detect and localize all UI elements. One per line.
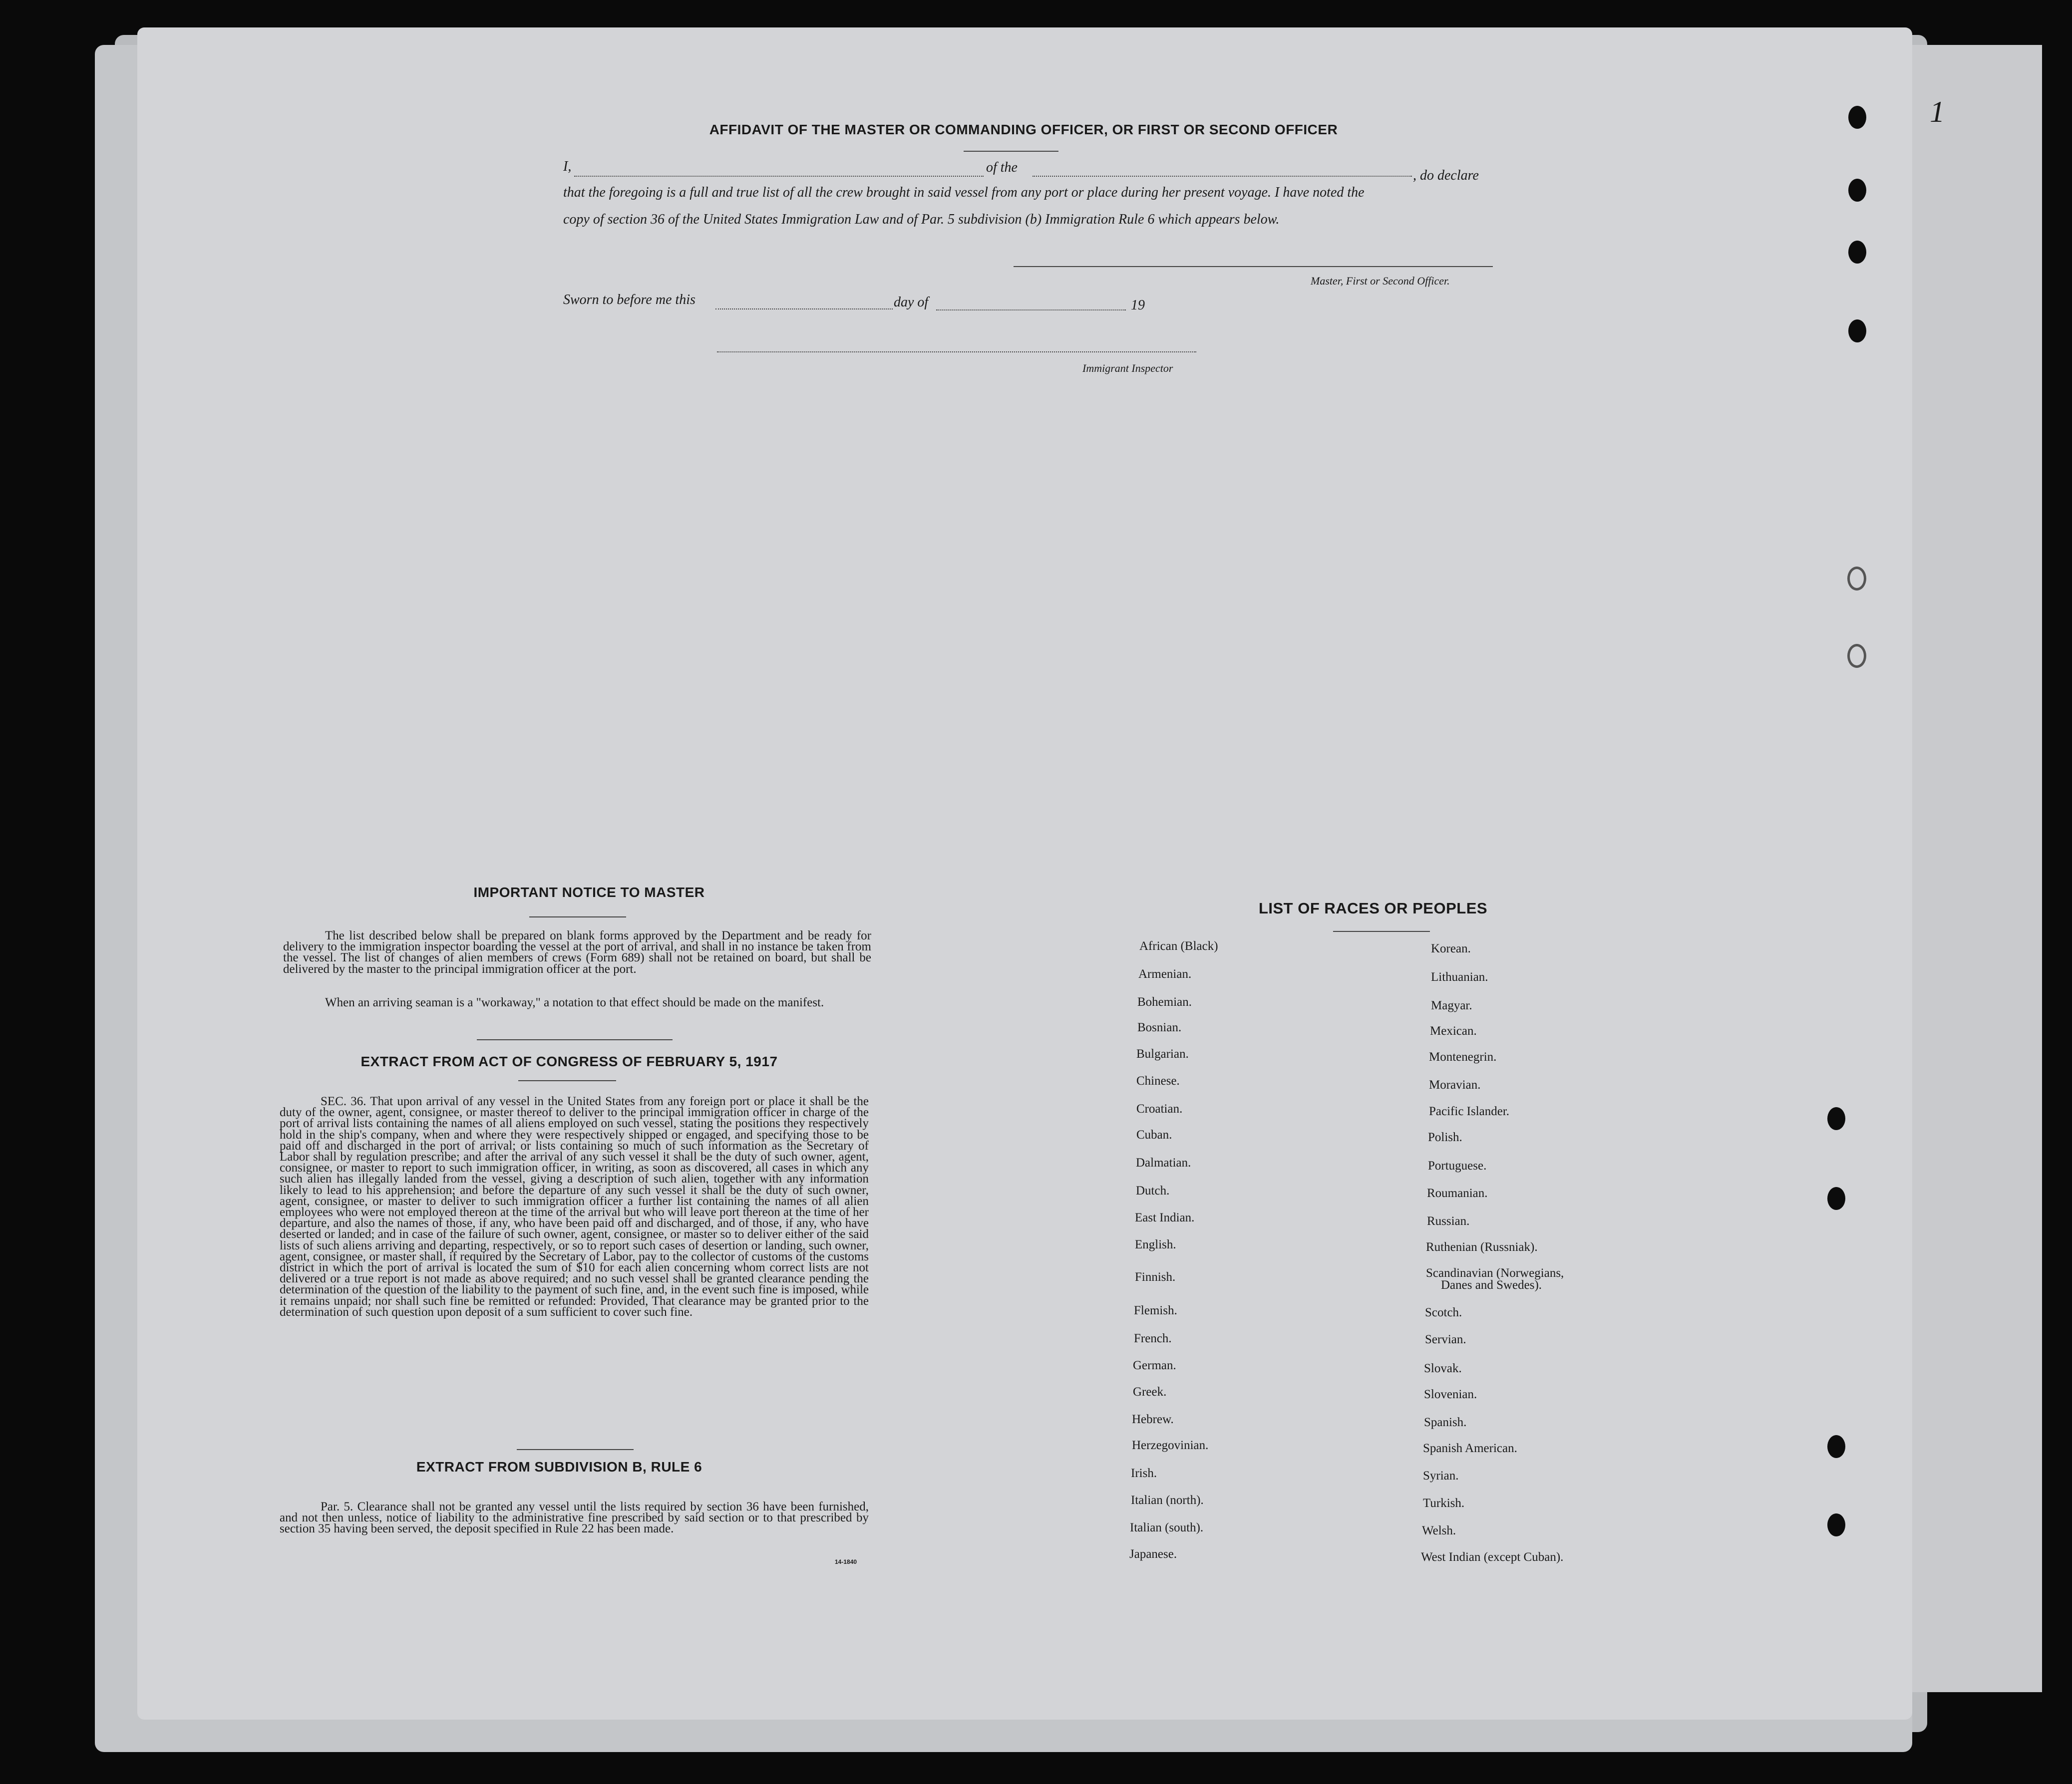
race-left-item: Bulgarian. xyxy=(1136,1047,1189,1061)
form-number: 14-1840 xyxy=(835,1558,857,1565)
race-right-item: Ruthenian (Russniak). xyxy=(1426,1240,1538,1254)
notice-title-rule xyxy=(529,916,626,917)
master-signature-line[interactable] xyxy=(1014,266,1493,267)
affidavit-of-the-label: of the xyxy=(986,160,1018,175)
race-right-item: Portuguese. xyxy=(1428,1159,1487,1173)
races-title-rule xyxy=(1333,931,1430,932)
vessel-name-field[interactable] xyxy=(1033,176,1412,177)
binder-hole-icon xyxy=(1827,1107,1845,1130)
race-left-item: English. xyxy=(1135,1238,1176,1251)
binder-hole-icon xyxy=(1827,1435,1845,1458)
inspector-signature-line[interactable] xyxy=(717,351,1196,352)
race-right-item: Pacific Islander. xyxy=(1429,1105,1510,1118)
race-right-item: Roumanian. xyxy=(1427,1187,1488,1200)
binder-hole-icon xyxy=(1827,1513,1845,1536)
race-left-item: Irish. xyxy=(1131,1467,1157,1480)
sworn-month-field[interactable] xyxy=(936,309,1126,310)
affidavit-i-label: I, xyxy=(563,159,572,174)
race-left-item: Chinese. xyxy=(1136,1074,1180,1088)
race-left-item: Armenian. xyxy=(1138,967,1192,981)
race-left-item: Japanese. xyxy=(1129,1547,1177,1561)
binder-hole-ring-icon xyxy=(1847,567,1866,591)
inspector-signature-label: Immigrant Inspector xyxy=(1082,362,1173,374)
affiant-name-field[interactable] xyxy=(574,176,984,177)
extract-rule-text: Par. 5. Clearance shall not be granted any vessel until the lists required by section 36 have been furnished, and not then unless, notice of liability to the administrative fine prescribed by said section or to that prescribed by section 35 having been served, the deposit specified in Rule 22 has been made. xyxy=(280,1500,869,1536)
race-left-item: Dalmatian. xyxy=(1136,1156,1191,1170)
extract-act-title: EXTRACT FROM ACT OF CONGRESS OF FEBRUARY 5, 1917 xyxy=(360,1054,778,1069)
race-right-item: Slovak. xyxy=(1424,1362,1462,1375)
notice-paragraph-2: When an arriving seaman is a "workaway," a notation to that effect should be made on the manifest. xyxy=(325,996,824,1009)
notice-paragraph-1: The list described below shall be prepared on blank forms approved by the Department and be ready for delivery to the immigration inspector boarding the vessel at the port of arrival, and shall in no instance be taken from the vessel. The list of changes of alien members of crews (Form 689) shall not be retained on board, but shall be delivered by the master to the principal immigration officer at the port. xyxy=(283,929,871,976)
binder-hole-icon xyxy=(1848,179,1866,202)
race-left-item: Italian (north). xyxy=(1131,1493,1204,1507)
sworn-label: Sworn to before me this xyxy=(563,292,695,307)
race-right-item: Korean. xyxy=(1431,942,1471,955)
master-signature-label: Master, First or Second Officer. xyxy=(1311,275,1450,287)
race-right-item: Scandinavian (Norwegians, xyxy=(1426,1266,1564,1280)
race-left-item: Bosnian. xyxy=(1137,1021,1182,1034)
race-left-item: Greek. xyxy=(1133,1385,1167,1399)
race-right-item: Turkish. xyxy=(1423,1496,1465,1510)
extract-rule-top-rule xyxy=(517,1449,634,1450)
adjacent-page-strip xyxy=(1907,45,2042,1692)
extract-act-text: SEC. 36. That upon arrival of any vessel in the United States from any foreign port or place it shall be the duty of the owner, agent, consignee, or master thereof to deliver to the principal immigration officer in charge of the port of arrival lists containing the names of all aliens employed on such vessel, stating the positions they respectively hold in the ship's company, when and where they were respectively shipped or engaged, and specifying those to be paid off and discharged in the port of arrival; or lists containing so much of such information as the Secretary of Labor shall by regulation prescribe; and after the arrival of any such vessel it shall be the duty of such owner, agent, consignee, or master to report to such immigration officer, in writing, as soon as discovered, all cases in which any such alien has illegally landed from the vessel, giving a description of such alien, together with any information likely to lead to his apprehension; and before the departure of any such vessel it shall be the duty of such owner, agent, consignee, or master to deliver to such immigration officer a further list containing the names of all alien employees who were not employed thereon at the time of the arrival but who will leave port thereon at the time of her departure, and also the names of those, if any, who have been paid off and discharged, and of those, if any, who have deserted or landed; and in case of the failure of such owner, agent, consignee, or master so to deliver either of the said lists of such aliens arriving and departing, respectively, or so to report such cases of desertion or landing, such owner, agent, consignee, or master shall, if required by the Secretary of Labor, pay to the collector of customs of the customs district in which the port of arrival is located the sum of $10 for each alien concerning whom correct lists are not delivered or a true report is not made as above required; and no such vessel shall be granted clearance pending the determination of the question of the liability to the payment of such fine, and, in the event such fine is imposed, while it remains unpaid; nor shall such fine be remitted or refunded: Provided, That clearance may be granted prior to the determination of such question upon deposit of a sum sufficient to cover such fine. xyxy=(280,1095,869,1319)
race-right-item-cont: Danes and Swedes). xyxy=(1441,1278,1542,1292)
affidavit-title: AFFIDAVIT OF THE MASTER OR COMMANDING OFFICER, OR FIRST OR SECOND OFFICER xyxy=(709,122,1338,137)
extract-rule-title: EXTRACT FROM SUBDIVISION B, RULE 6 xyxy=(416,1459,702,1475)
race-right-item: Mexican. xyxy=(1430,1024,1477,1038)
race-right-item: Polish. xyxy=(1428,1131,1462,1144)
affidavit-line-2: that the foregoing is a full and true list of all the crew brought in said vessel from any port or place during her present voyage. I have noted the xyxy=(563,185,1365,200)
race-left-item: Croatian. xyxy=(1136,1102,1183,1116)
notice-title: IMPORTANT NOTICE TO MASTER xyxy=(473,885,705,900)
affidavit-title-rule xyxy=(964,151,1058,152)
race-left-item: Hebrew. xyxy=(1132,1413,1174,1426)
race-right-item: Spanish American. xyxy=(1423,1442,1517,1455)
race-left-item: Cuban. xyxy=(1136,1128,1172,1142)
affidavit-do-declare: , do declare xyxy=(1413,168,1479,183)
notice-rule xyxy=(477,1039,673,1040)
race-left-item: Bohemian. xyxy=(1137,995,1192,1009)
race-left-item: Finnish. xyxy=(1135,1270,1176,1284)
race-right-item: Slovenian. xyxy=(1424,1388,1477,1401)
races-title: LIST OF RACES OR PEOPLES xyxy=(1258,899,1488,917)
day-of-label: day of xyxy=(894,295,929,310)
binder-hole-icon xyxy=(1848,319,1866,342)
race-right-item: Montenegrin. xyxy=(1429,1050,1497,1064)
race-right-item: Moravian. xyxy=(1429,1078,1481,1092)
race-left-item: Italian (south). xyxy=(1130,1521,1204,1534)
binder-hole-icon xyxy=(1848,106,1866,129)
affidavit-line-3: copy of section 36 of the United States Immigration Law and of Par. 5 subdivision (b) Immigration Rule 6 which appears below. xyxy=(563,212,1280,227)
sworn-day-field[interactable] xyxy=(715,308,893,309)
race-left-item: German. xyxy=(1133,1359,1176,1372)
race-left-item: East Indian. xyxy=(1135,1211,1195,1224)
race-right-item: Servian. xyxy=(1425,1333,1466,1346)
extract-act-rule xyxy=(518,1080,616,1081)
race-right-item: West Indian (except Cuban). xyxy=(1421,1550,1564,1564)
race-left-item: French. xyxy=(1134,1332,1172,1345)
race-right-item: Magyar. xyxy=(1431,999,1472,1012)
binder-hole-ring-icon xyxy=(1847,644,1866,668)
race-left-item: Dutch. xyxy=(1136,1184,1170,1197)
binder-hole-icon xyxy=(1827,1187,1845,1210)
race-right-item: Scotch. xyxy=(1425,1306,1462,1319)
race-right-item: Spanish. xyxy=(1424,1416,1467,1429)
race-right-item: Welsh. xyxy=(1422,1524,1456,1537)
binder-hole-icon xyxy=(1848,241,1866,264)
race-left-item: African (Black) xyxy=(1139,939,1218,953)
handwritten-mark: 1 xyxy=(1930,95,1945,128)
race-right-item: Syrian. xyxy=(1423,1469,1459,1483)
race-left-item: Herzegovinian. xyxy=(1132,1439,1209,1452)
year-prefix: 19 xyxy=(1131,297,1145,313)
race-right-item: Lithuanian. xyxy=(1431,970,1488,984)
race-left-item: Flemish. xyxy=(1134,1304,1177,1317)
race-right-item: Russian. xyxy=(1427,1214,1470,1228)
